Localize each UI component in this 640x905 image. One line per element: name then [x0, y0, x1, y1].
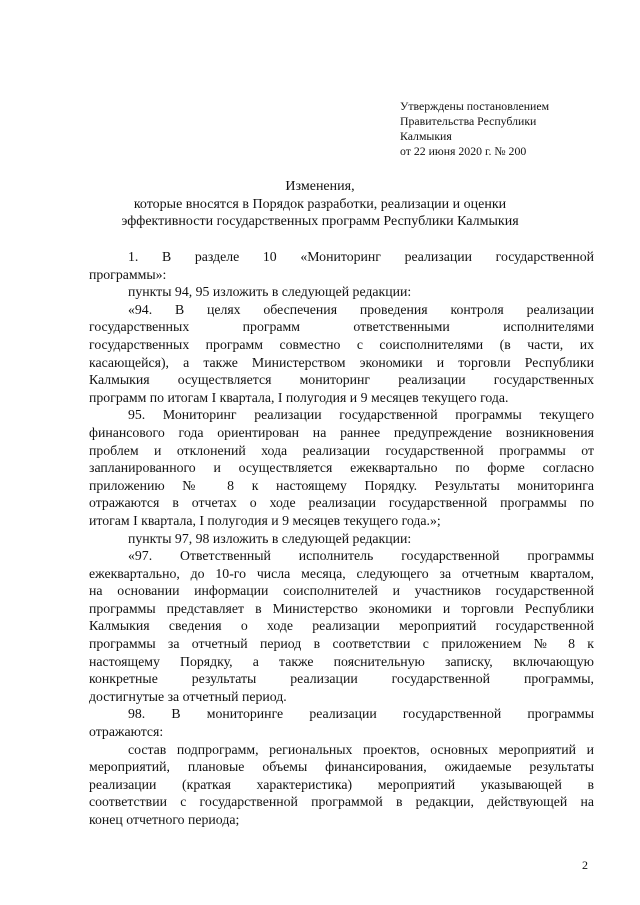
approval-line: Утверждены постановлением [400, 99, 550, 113]
text-line: «94. В целях обеспечения проведения контроля реализации [128, 301, 594, 317]
title-line: которые вносятся в Порядок разработки, реализации и оценки [133, 196, 507, 212]
text-line: «97. Ответственный исполнитель государственной программы [128, 548, 594, 564]
text-line: соответствии с государственной программой в редакции, действующей на [89, 794, 594, 810]
text-line: запланированного и осуществляется ежеквартально по форме согласно [89, 460, 594, 476]
text-line: конец отчетного периода; [89, 812, 240, 827]
text-line: 1. В разделе 10 «Мониторинг реализации государственной [128, 249, 594, 264]
text-line: реализации (краткая характеристика) мероприятий указывающей в [89, 776, 594, 792]
document-title [0, 178, 640, 231]
text-line: Калмыкия сведения о ходе реализации мероприятий государственной [89, 618, 594, 634]
text-line: программы представляет в Министерство экономики и торговли Республики [89, 600, 594, 616]
text-line: пункты 94, 95 изложить в следующей редакции: [128, 284, 412, 300]
text-line: на основании информации соисполнителей и участников государственной [89, 583, 594, 599]
text-line: программы»: [89, 266, 167, 282]
text-line: проблем и отклонений хода реализации государственной программы от [89, 442, 594, 458]
text-line: программы за отчетный период в соответствии с приложением № 8 к [89, 636, 594, 652]
text-line: приложению № 8 к настоящему Порядку. Результаты мониторинга [89, 477, 594, 493]
text-line: конкретные результаты реализации государственной программы, [89, 671, 594, 687]
approval-line: от 22 июня 2020 г. № 200 [400, 144, 527, 158]
text-line: государственных программ ответственными исполнителями [89, 319, 594, 335]
document-body [89, 248, 594, 829]
text-line: ежеквартально, до 10-го числа месяца, следующего за отчетным кварталом, [89, 565, 594, 581]
text-line: 98. В мониторинге реализации государственной программы [128, 706, 594, 722]
text-line: состав подпрограмм, региональных проектов, основных мероприятий и [128, 741, 594, 757]
text-line: отражаются: [89, 724, 164, 740]
text-line: государственных программ совместно с соисполнителями (в части, их [89, 336, 594, 352]
title-line: эффективности государственных программ Республики Калмыкия [121, 214, 519, 229]
text-line: касающейся), а также Министерством экономики и торговли Республики [89, 354, 594, 370]
text-line: мероприятий, плановые объемы финансирования, ожидаемые результаты [89, 759, 594, 775]
text-line: программ по итогам I квартала, I полугодия и 9 месяцев текущего года. [89, 389, 509, 405]
approval-line: Калмыкия [400, 129, 452, 143]
text-line: итогам I квартала, I полугодия и 9 месяцев текущего года.»; [89, 512, 441, 528]
text-line: достигнутые за отчетный период. [89, 688, 287, 704]
text-line: настоящему Порядку, а также пояснительную записку, включающую [89, 653, 594, 669]
title-line: Изменения, [285, 179, 355, 194]
text-line: 95. Мониторинг реализации государственной программы текущего [128, 407, 594, 423]
approval-stamp [400, 99, 549, 159]
text-line: пункты 97, 98 изложить в следующей редакции: [128, 530, 412, 546]
text-line: финансового года ориентирован на раннее предупреждение возникновения [89, 424, 594, 440]
text-line: отражаются в отчетах о ходе реализации государственной программы по [89, 495, 594, 511]
page-number: 2 [582, 858, 588, 872]
approval-line: Правительства Республики [400, 114, 537, 128]
text-line: Калмыкия осуществляется мониторинг реализации государственных [89, 372, 594, 388]
